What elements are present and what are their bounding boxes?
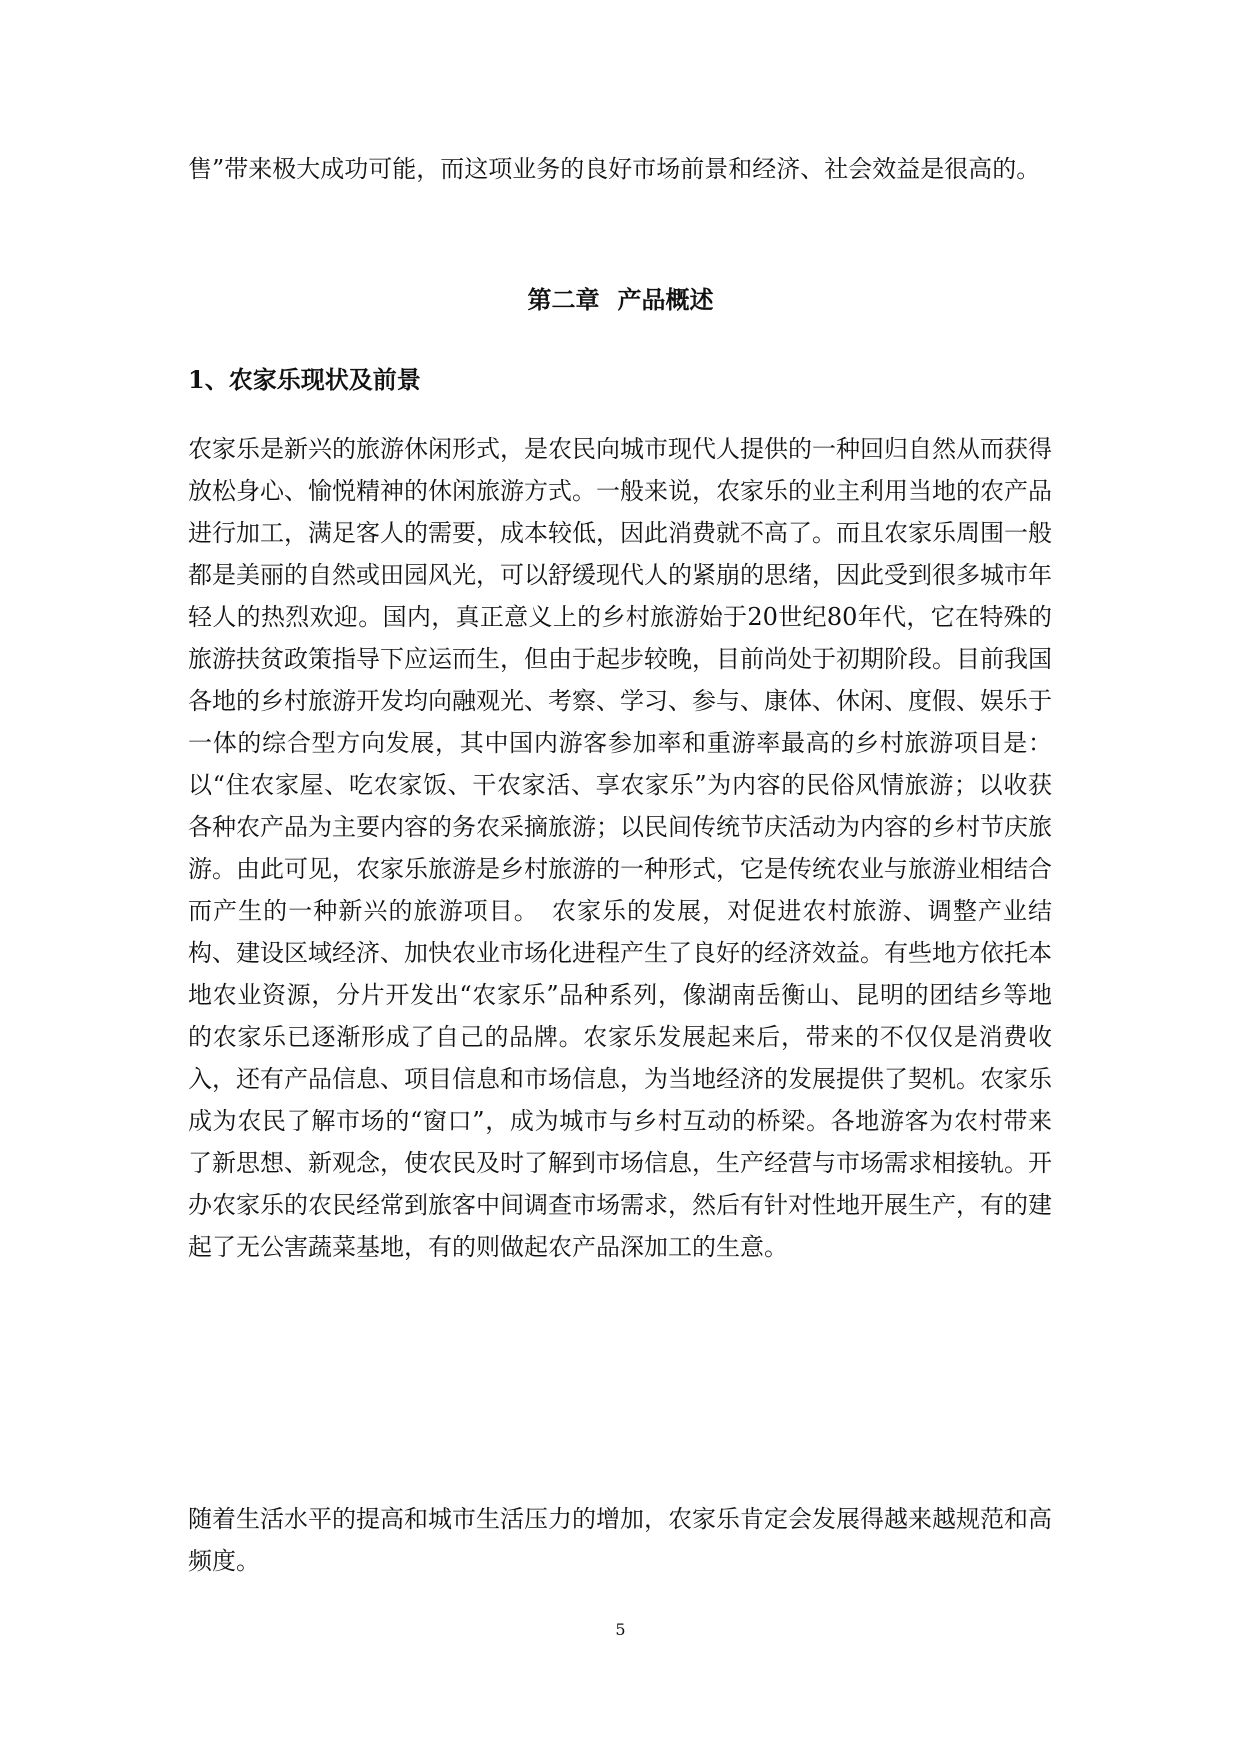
closing-paragraph: 随着生活水平的提高和城市生活压力的增加，农家乐肯定会发展得越来越规范和高频度。 — [188, 1505, 1052, 1575]
chapter-title: 第二章 产品概述 — [527, 285, 714, 314]
section-heading: 1、农家乐现状及前景 — [188, 365, 421, 394]
page-number: 5 — [615, 1620, 626, 1639]
body-paragraph: 农家乐是新兴的旅游休闲形式，是农民向城市现代人提供的一种回归自然从而获得放松身心、愉悦精神的休闲旅游方式。一般来说，农家乐的业主利用当地的农产品进行加工，满足客人的需要，成本较低，因此消费就不高了。而且农家乐周围一般都是美丽的自然或田园风光，可以舒缓现代人的紧崩的思绪，因此受到很多城市年轻人的热烈欢迎。国内，真正意义上的乡村旅游始于20世纪80年代，它在特殊的旅游扶贫政策指导下应运而生，但由于起步较晚，目前尚处于初期阶段。目前我国各地的乡村旅游开发均向融观光、考察、学习、参与、康体、休闲、度假、娱乐于一体的综合型方向发展，其中国内游客参加率和重游率最高的乡村旅游项目是：以“住农家屋、吃农家饭、干农家活、享农家乐”为内容的民俗风情旅游；以收获各种农产品为主要内容的务农采摘旅游；以民间传统节庆活动为内容的乡村节庆旅游。由此可见，农家乐旅游是乡村旅游的一种形式，它是传统农业与旅游业相结合而产生的一种新兴的旅游项目。 农家乐的发展，对促进农村旅游、调整产业结构、建设区域经济、加快农业市场化进程产生了良好的经济效益。有些地方依托本地农业资源，分片开发出“农家乐”品种系列，像湖南岳衡山、昆明的团结乡等地的农家乐已逐渐形成了自己的品牌。农家乐发展起来后，带来的不仅仅是消费收入，还有产品信息、项目信息和市场信息，为当地经济的发展提供了契机。农家乐成为农民了解市场的“窗口”，成为城市与乡村互动的桥梁。各地游客为农村带来了新思想、新观念，使农民及时了解到市场信息，生产经营与市场需求相接轨。开办农家乐的农民经常到旅客中间调查市场需求，然后有针对性地开展生产，有的建起了无公害蔬菜基地，有的则做起农产品深加工的生意。 — [188, 435, 1052, 1261]
continued-paragraph: 售”带来极大成功可能，而这项业务的良好市场前景和经济、社会效益是很高的。 — [188, 155, 1041, 183]
